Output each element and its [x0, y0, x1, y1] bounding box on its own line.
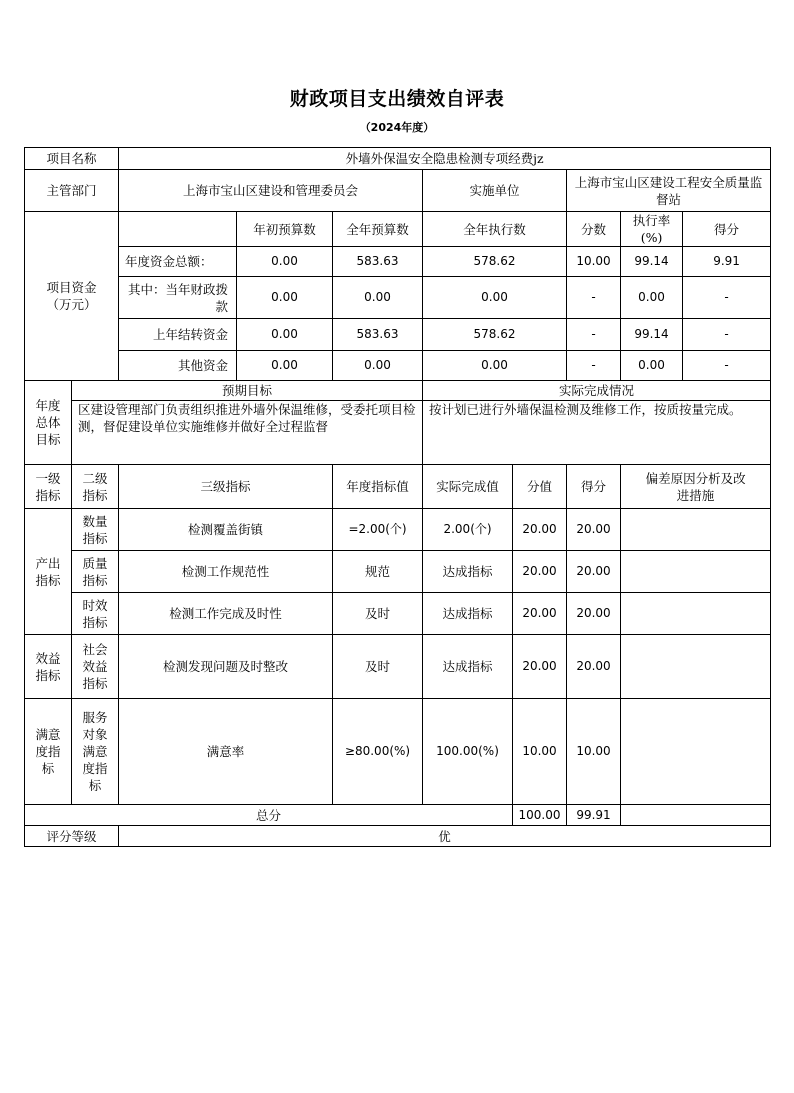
- output-row-quality: [25, 551, 771, 593]
- funds-row-other: [25, 351, 771, 381]
- goals-actual-text: 按计划已进行外墙保温检测及维修工作，按质按量完成。: [423, 401, 771, 465]
- grade-row: [25, 826, 771, 847]
- goals-header-row: [25, 381, 771, 401]
- actual-cell: 达成指标: [423, 593, 513, 635]
- header-target: 年度指标值: [333, 465, 423, 509]
- output-row-quantity: [25, 509, 771, 551]
- funds-init: 0.00: [237, 351, 333, 381]
- total-row: [25, 805, 771, 826]
- deviation-cell: [621, 635, 771, 699]
- weight-cell: 20.00: [513, 593, 567, 635]
- dept-label: 主管部门: [25, 170, 119, 212]
- funds-header-score: 分数: [567, 212, 621, 247]
- weight-cell: 20.00: [513, 635, 567, 699]
- target-cell: 规范: [333, 551, 423, 593]
- satisfaction-row: [25, 699, 771, 805]
- header-weight: 分值: [513, 465, 567, 509]
- header-actual: 实际完成值: [423, 465, 513, 509]
- deviation-cell: [621, 699, 771, 805]
- total-deviation: [621, 805, 771, 826]
- project-name-row: [25, 148, 771, 170]
- target-cell: =2.00(个): [333, 509, 423, 551]
- deviation-cell: [621, 551, 771, 593]
- funds-annual: 583.63: [333, 247, 423, 277]
- output-label: 产出指标: [25, 509, 72, 635]
- deviation-cell: [621, 593, 771, 635]
- year-subtitle: （2024年度）: [359, 121, 435, 134]
- output-row-timeliness: [25, 593, 771, 635]
- level3-cell: 满意率: [119, 699, 333, 805]
- grade-label: 评分等级: [25, 826, 119, 847]
- goals-content-row: [25, 401, 771, 465]
- level2-cell: 服务对象满意度指标: [72, 699, 119, 805]
- funds-rate: 0.00: [621, 277, 683, 319]
- total-label: 总分: [25, 805, 513, 826]
- dept-value: 上海市宝山区建设和管理委员会: [119, 170, 423, 212]
- header-level3: 三级指标: [119, 465, 333, 509]
- funds-row-label: 年度资金总额：: [119, 247, 237, 277]
- actual-cell: 达成指标: [423, 635, 513, 699]
- total-score: 99.91: [567, 805, 621, 826]
- score-cell: 10.00: [567, 699, 621, 805]
- funds-got: 9.91: [683, 247, 771, 277]
- funds-row-current: [25, 277, 771, 319]
- target-cell: 及时: [333, 593, 423, 635]
- funds-exec: 0.00: [423, 277, 567, 319]
- funds-row-carryover: [25, 319, 771, 351]
- funds-score: 10.00: [567, 247, 621, 277]
- target-cell: 及时: [333, 635, 423, 699]
- funds-header-init: 年初预算数: [237, 212, 333, 247]
- funds-row-label: 上年结转资金: [119, 319, 237, 351]
- funds-got: -: [683, 277, 771, 319]
- actual-cell: 2.00(个): [423, 509, 513, 551]
- funds-got: -: [683, 351, 771, 381]
- target-cell: ≥80.00(%): [333, 699, 423, 805]
- goals-expected-text: 区建设管理部门负责组织推进外墙外保温维修，受委托项目检测，督促建设单位实施维修并做好全过程监督: [72, 401, 423, 465]
- funds-exec: 578.62: [423, 319, 567, 351]
- satisfaction-label: 满意度指标: [25, 699, 72, 805]
- level2-cell: 时效指标: [72, 593, 119, 635]
- funds-got: -: [683, 319, 771, 351]
- header-score: 得分: [567, 465, 621, 509]
- funds-row-total: [25, 247, 771, 277]
- dept-row: [25, 170, 771, 212]
- funds-annual: 583.63: [333, 319, 423, 351]
- funds-annual: 0.00: [333, 277, 423, 319]
- funds-header-got: 得分: [683, 212, 771, 247]
- score-cell: 20.00: [567, 635, 621, 699]
- funds-exec: 578.62: [423, 247, 567, 277]
- funds-exec: 0.00: [423, 351, 567, 381]
- funds-init: 0.00: [237, 319, 333, 351]
- benefit-row-social: [25, 635, 771, 699]
- grade-value: 优: [119, 826, 771, 847]
- score-cell: 20.00: [567, 509, 621, 551]
- total-weight: 100.00: [513, 805, 567, 826]
- impl-value: 上海市宝山区建设工程安全质量监督站: [567, 170, 771, 212]
- funds-header-rate: 执行率(%): [621, 212, 683, 247]
- project-name-label: 项目名称: [25, 148, 119, 170]
- funds-score: -: [567, 351, 621, 381]
- level2-cell: 社会效益指标: [72, 635, 119, 699]
- deviation-cell: [621, 509, 771, 551]
- funds-score: -: [567, 319, 621, 351]
- weight-cell: 20.00: [513, 509, 567, 551]
- weight-cell: 20.00: [513, 551, 567, 593]
- actual-cell: 达成指标: [423, 551, 513, 593]
- funds-row-label: 其他资金: [119, 351, 237, 381]
- funds-annual: 0.00: [333, 351, 423, 381]
- indicator-header-row: [25, 465, 771, 509]
- funds-label: 项目资金（万元）: [25, 212, 119, 381]
- funds-rate: 99.14: [621, 247, 683, 277]
- level3-cell: 检测覆盖街镇: [119, 509, 333, 551]
- funds-score: -: [567, 277, 621, 319]
- actual-cell: 100.00(%): [423, 699, 513, 805]
- score-cell: 20.00: [567, 551, 621, 593]
- level2-cell: 质量指标: [72, 551, 119, 593]
- impl-label: 实施单位: [423, 170, 567, 212]
- project-name-value: 外墙外保温安全隐患检测专项经费jz: [119, 148, 771, 170]
- level3-cell: 检测发现问题及时整改: [119, 635, 333, 699]
- goals-label: 年度总体目标: [25, 381, 72, 465]
- goals-expected-label: 预期目标: [72, 381, 423, 401]
- funds-row-label: 其中：当年财政拨款: [119, 277, 237, 319]
- header-level1: 一级指标: [25, 465, 72, 509]
- score-cell: 20.00: [567, 593, 621, 635]
- header-deviation: 偏差原因分析及改进措施: [621, 465, 771, 509]
- funds-header-blank: [119, 212, 237, 247]
- page-title: 财政项目支出绩效自评表: [289, 88, 505, 110]
- funds-rate: 99.14: [621, 319, 683, 351]
- funds-header-annual: 全年预算数: [333, 212, 423, 247]
- benefit-label: 效益指标: [25, 635, 72, 699]
- funds-rate: 0.00: [621, 351, 683, 381]
- funds-header-row: [25, 212, 771, 247]
- funds-init: 0.00: [237, 247, 333, 277]
- level2-cell: 数量指标: [72, 509, 119, 551]
- funds-init: 0.00: [237, 277, 333, 319]
- level3-cell: 检测工作规范性: [119, 551, 333, 593]
- weight-cell: 10.00: [513, 699, 567, 805]
- funds-header-exec: 全年执行数: [423, 212, 567, 247]
- level3-cell: 检测工作完成及时性: [119, 593, 333, 635]
- evaluation-table: [24, 147, 771, 847]
- header-level2: 二级指标: [72, 465, 119, 509]
- goals-actual-label: 实际完成情况: [423, 381, 771, 401]
